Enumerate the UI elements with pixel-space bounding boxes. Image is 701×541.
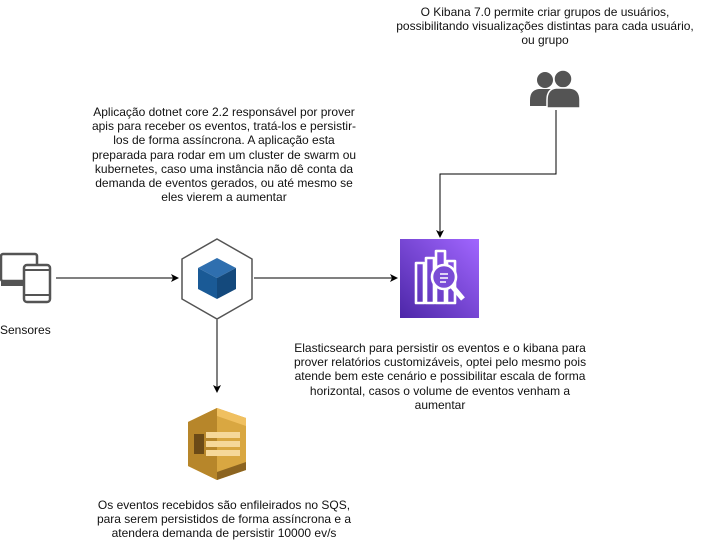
devices-icon [0,251,54,305]
app-note: Aplicação dotnet core 2.2 responsável por prover apis para receber os eventos, tratá-los e persistir-los de forma assíncrona. A aplicação esta preparada para rodar em um cluster de swarm ou kubernetes, caso uma instância não dê conta da demanda de eventos gerados, ou até mesmo se eles vierem a aumentar [91,105,357,205]
sensors-label: Sensores [0,323,51,337]
sqs-note: Os eventos recebidos são enfileirados no SQS, para serem persistidos de forma assíncrona e a atendera demanda de persistir 10000 ev/s [96,498,352,541]
users-group-icon [528,70,582,110]
elasticsearch-service-icon [400,239,479,318]
kibana-note: O Kibana 7.0 permite criar grupos de usuários, possibilitando visualizações distintas para cada usuário, ou grupo [396,5,694,48]
edge-users-to-elasticsearch [440,110,556,237]
container-box-icon [179,237,255,321]
sqs-queue-icon [186,408,248,480]
elasticsearch-note: Elasticsearch para persistir os eventos e o kibana para prover relatórios customizáveis, optei pelo mesmo pois atende bem este cenário e possibilitar escala de forma horizontal, casos o volume de eventos venham a aumentar [293,341,587,412]
